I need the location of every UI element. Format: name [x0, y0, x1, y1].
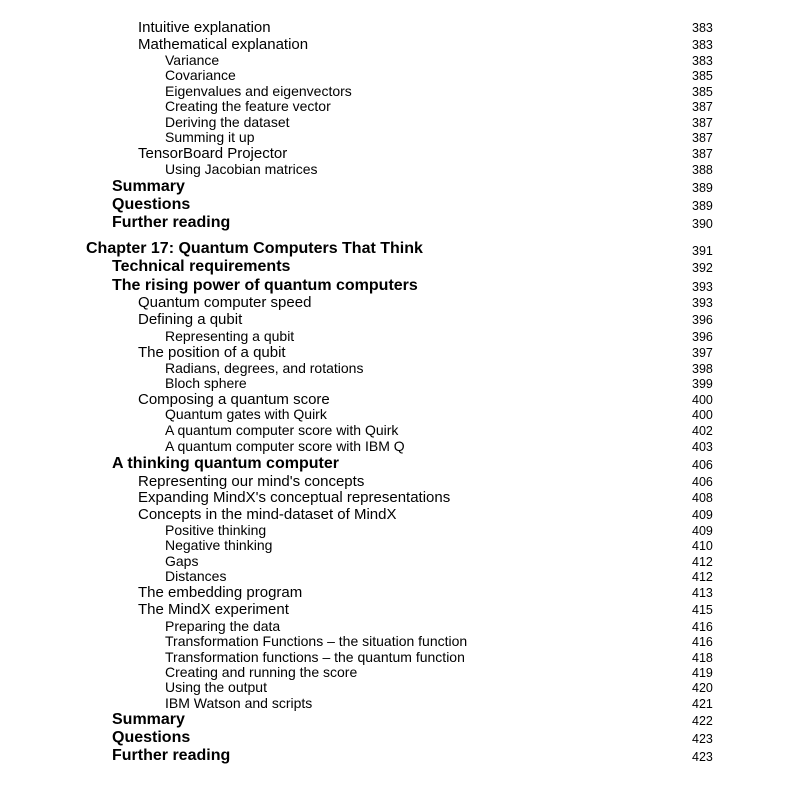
- toc-entry-title: Transformation functions – the quantum function: [165, 649, 465, 665]
- toc-page-number: 398: [692, 362, 713, 376]
- toc-entry-title: Using the output: [165, 679, 267, 695]
- toc-page-number: 403: [692, 440, 713, 454]
- toc-entry-title: Intuitive explanation: [138, 19, 271, 36]
- toc-page-number: 396: [692, 313, 713, 327]
- toc-entry-title: The position of a qubit: [138, 344, 286, 361]
- toc-page-number: 391: [692, 244, 713, 258]
- toc-entry-title: Expanding MindX's conceptual representations: [138, 489, 451, 506]
- toc-page-number: 409: [692, 508, 713, 522]
- toc-page-number: 385: [692, 85, 713, 99]
- toc-page-number: 420: [692, 681, 713, 695]
- toc-entry-title: Representing a qubit: [165, 328, 295, 344]
- toc-entry-title: TensorBoard Projector: [138, 145, 288, 162]
- toc-entry-title: Defining a qubit: [138, 311, 243, 328]
- toc-entry-title: The MindX experiment: [138, 601, 289, 618]
- toc-page-number: 412: [692, 570, 713, 584]
- toc-page-number: 415: [692, 603, 713, 617]
- toc-entry-title: Summing it up: [165, 129, 255, 145]
- toc-entry-title: Positive thinking: [165, 522, 267, 538]
- toc-page-number: 413: [692, 586, 713, 600]
- toc-page-number: 390: [692, 217, 713, 231]
- toc-entry-title: Eigenvalues and eigenvectors: [165, 83, 352, 99]
- toc-entry-title: Creating and running the score: [165, 664, 358, 680]
- toc-page-number: 406: [692, 458, 713, 472]
- toc-page-number: 399: [692, 377, 713, 391]
- toc-entry-title: Negative thinking: [165, 537, 273, 553]
- toc-entry-title: Representing our mind's concepts: [138, 473, 365, 490]
- toc-page-number: 408: [692, 491, 713, 505]
- toc-entry-title: Further reading: [112, 214, 231, 231]
- toc-page-number: 410: [692, 539, 713, 553]
- toc-entry-title: Chapter 17: Quantum Computers That Think: [86, 240, 423, 257]
- toc-page-number: 392: [692, 261, 713, 275]
- toc-page-number: 421: [692, 697, 713, 711]
- toc-entry-title: Technical requirements: [112, 258, 291, 275]
- toc-page-number: 409: [692, 524, 713, 538]
- toc-page-number: 406: [692, 475, 713, 489]
- toc-page-number: 422: [692, 714, 713, 728]
- toc-entry-title: Summary: [112, 711, 185, 728]
- toc-page-number: 389: [692, 199, 713, 213]
- toc-page-number: 400: [692, 393, 713, 407]
- toc-entry-title: The embedding program: [138, 584, 303, 601]
- toc-entry-title: Transformation Functions – the situation function: [165, 633, 468, 649]
- toc-entry-title: Distances: [165, 568, 227, 584]
- toc-page-number: 393: [692, 280, 713, 294]
- toc-entry-title: The rising power of quantum computers: [112, 277, 418, 294]
- toc-page-number: 393: [692, 296, 713, 310]
- toc-entry-title: Gaps: [165, 553, 199, 569]
- toc-page-number: 423: [692, 750, 713, 764]
- toc-page-number: 416: [692, 635, 713, 649]
- toc-page-number: 402: [692, 424, 713, 438]
- toc-entry-title: Covariance: [165, 67, 236, 83]
- toc-entry-title: A quantum computer score with IBM Q: [165, 438, 405, 454]
- toc-page-number: 418: [692, 651, 713, 665]
- toc-page-number: 387: [692, 147, 713, 161]
- toc-entry-title: Variance: [165, 52, 220, 68]
- toc-entry-title: Radians, degrees, and rotations: [165, 360, 364, 376]
- toc-entry-title: Questions: [112, 729, 191, 746]
- toc-entry-title: Questions: [112, 196, 191, 213]
- toc-entry-title: Mathematical explanation: [138, 36, 309, 53]
- toc-entry-title: Summary: [112, 178, 185, 195]
- toc-page-number: 396: [692, 330, 713, 344]
- toc-entry-title: Bloch sphere: [165, 375, 247, 391]
- toc-entry-title: Composing a quantum score: [138, 391, 330, 408]
- toc-entry-title: Deriving the dataset: [165, 114, 290, 130]
- toc-page-number: 383: [692, 54, 713, 68]
- toc-entry-title: A thinking quantum computer: [112, 455, 339, 472]
- toc-page-number: 385: [692, 69, 713, 83]
- toc-entry-title: Concepts in the mind-dataset of MindX: [138, 506, 397, 523]
- toc-entry-title: Creating the feature vector: [165, 98, 331, 114]
- toc-entry-title: Quantum gates with Quirk: [165, 406, 327, 422]
- toc-page-number: 387: [692, 131, 713, 145]
- toc-page-number: 387: [692, 116, 713, 130]
- toc-page-number: 383: [692, 38, 713, 52]
- toc-page-number: 419: [692, 666, 713, 680]
- toc-page-number: 387: [692, 100, 713, 114]
- toc-entry-title: Quantum computer speed: [138, 294, 312, 311]
- toc-page-number: 400: [692, 408, 713, 422]
- toc-page-number: 423: [692, 732, 713, 746]
- toc-page-number: 412: [692, 555, 713, 569]
- toc-page-number: 383: [692, 21, 713, 35]
- toc-entry-title: IBM Watson and scripts: [165, 695, 313, 711]
- toc-page-number: 397: [692, 346, 713, 360]
- toc-page-number: 389: [692, 181, 713, 195]
- toc-page-number: 388: [692, 163, 713, 177]
- toc-entry-title: A quantum computer score with Quirk: [165, 422, 399, 438]
- toc-entry-title: Further reading: [112, 747, 231, 764]
- toc-page-number: 416: [692, 620, 713, 634]
- toc-entry-title: Preparing the data: [165, 618, 281, 634]
- toc-entry-title: Using Jacobian matrices: [165, 161, 318, 177]
